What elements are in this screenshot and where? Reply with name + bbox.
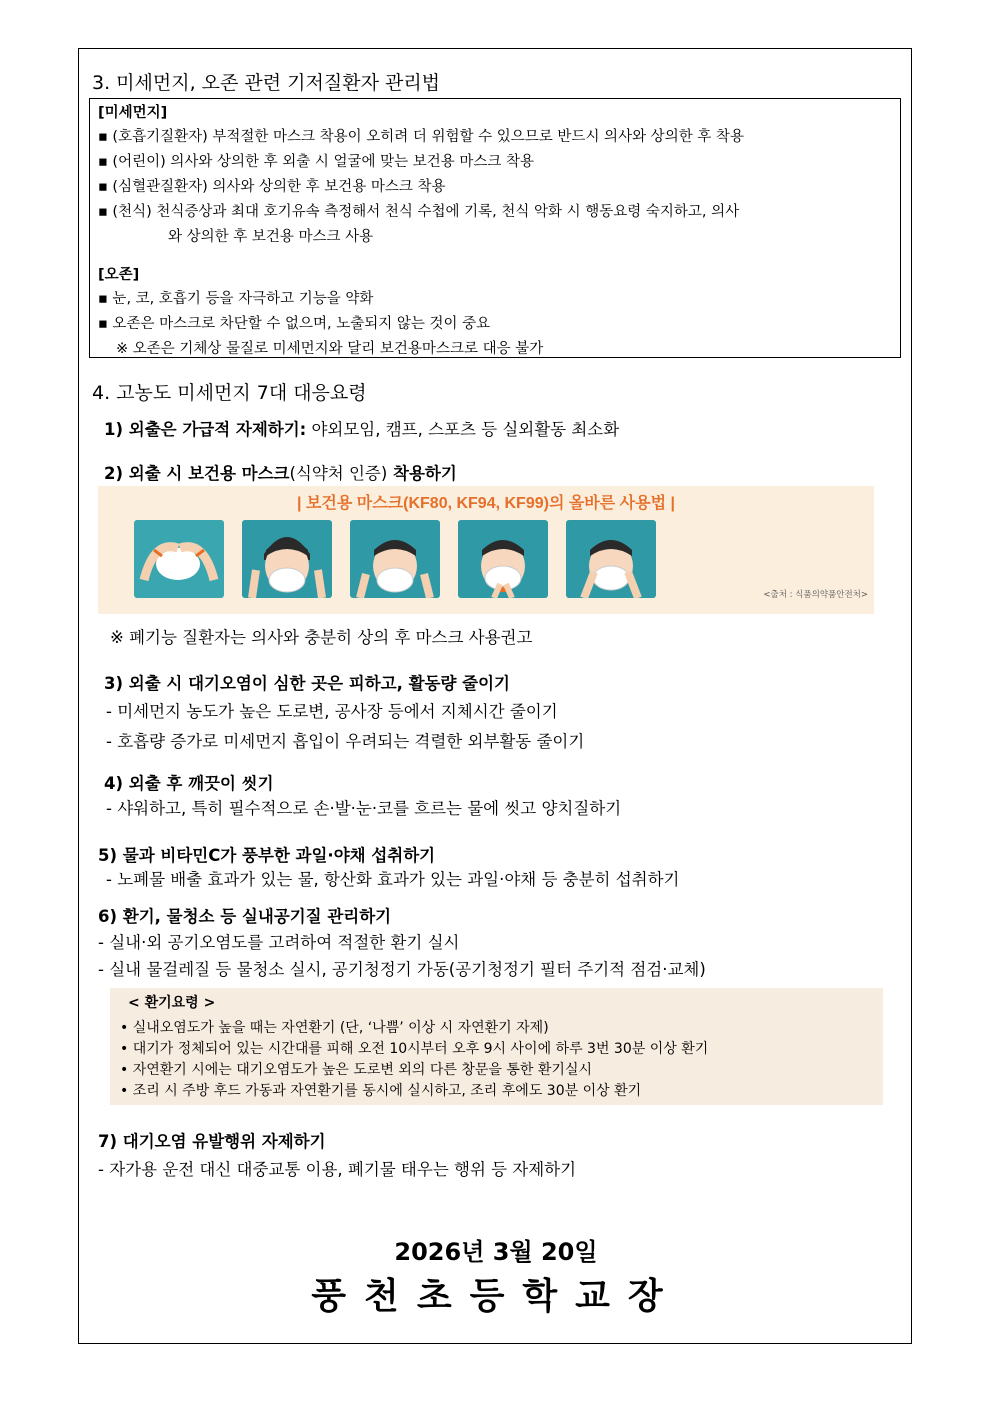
ventilation-item: • 대기가 정체되어 있는 시간대를 피해 오전 10시부터 오후 9시 사이에 하루 3번 30분 이상 환기: [120, 1041, 709, 1057]
step-2-title: 2) 외출 시 보건용 마스크: [104, 464, 290, 483]
condition-box: [89, 98, 901, 358]
dust-heading: [미세먼지]: [98, 105, 168, 121]
ozone-heading: [오존]: [98, 267, 140, 283]
step-6-title: 6) 환기, 물청소 등 실내공기질 관리하기: [98, 907, 392, 926]
step-3-item: - 미세먼지 농도가 높은 도로변, 공사장 등에서 지체시간 줄이기: [106, 702, 558, 721]
step-2-tail: 착용하기: [387, 464, 457, 483]
dust-item: ▪ (호흡기질환자) 부적절한 마스크 착용이 오히려 더 위험할 수 있으므로 반드시 의사와 상의한 후 착용: [98, 129, 744, 145]
ozone-item: ▪ 눈, 코, 호흡기 등을 자극하고 기능을 약화: [98, 291, 374, 307]
step-7-item: - 자가용 운전 대신 대중교통 이용, 폐기물 태우는 행위 등 자제하기: [98, 1160, 577, 1179]
dust-item: ▪ (심혈관질환자) 의사와 상의한 후 보건용 마스크 착용: [98, 179, 446, 195]
mask-image-title: | 보건용 마스크(KF80, KF94, KF99)의 올바른 사용법 |: [297, 495, 675, 512]
section-4-title: 4. 고농도 미세먼지 7대 대응요령: [92, 382, 367, 404]
step-6-item: - 실내·외 공기오염도를 고려하여 적절한 환기 실시: [98, 933, 460, 952]
document-date: 2026년 3월 20일: [394, 1238, 598, 1266]
ventilation-item: • 실내오염도가 높을 때는 자연환기 (단, ‘나쁨’ 이상 시 자연환기 자제): [120, 1020, 549, 1036]
step-7-title: 7) 대기오염 유발행위 자제하기: [98, 1132, 326, 1151]
mask-step-5-illustration: [566, 520, 656, 598]
dust-item: ▪ (천식) 천식증상과 최대 호기유속 측정해서 천식 수첩에 기록, 천식 악화 시 행동요령 숙지하고, 의사: [98, 204, 740, 220]
mask-step-2-illustration: [242, 520, 332, 598]
step-4-title: 4) 외출 후 깨끗이 씻기: [104, 774, 274, 793]
ozone-note: ※ 오존은 기체상 물질로 미세먼지와 달리 보건용마스크로 대응 불가: [116, 341, 544, 357]
step-1-title: 1) 외출은 가급적 자제하기:: [104, 420, 307, 439]
step-5-title: 5) 물과 비타민C가 풍부한 과일·야채 섭취하기: [98, 846, 436, 865]
dust-item: ▪ (어린이) 의사와 상의한 후 외출 시 얼굴에 맞는 보건용 마스크 착용: [98, 154, 535, 170]
ventilation-item: • 조리 시 주방 후드 가동과 자연환기를 동시에 실시하고, 조리 후에도 30분 이상 환기: [120, 1083, 642, 1099]
section-3-title: 3. 미세먼지, 오존 관련 기저질환자 관리법: [92, 72, 441, 94]
dust-item-continued: 와 상의한 후 보건용 마스크 사용: [168, 229, 374, 245]
step-3-item: - 호흡량 증가로 미세먼지 흡입이 우려되는 격렬한 외부활동 줄이기: [106, 732, 585, 751]
ventilation-item: • 자연환기 시에는 대기오염도가 높은 도로변 외의 다른 창문을 통한 환기실시: [120, 1062, 593, 1078]
ozone-item: ▪ 오존은 마스크로 차단할 수 없으며, 노출되지 않는 것이 중요: [98, 316, 491, 332]
step-5-item: - 노폐물 배출 효과가 있는 물, 항산화 효과가 있는 과일·야채 등 충분히 섭취하기: [106, 870, 680, 889]
step-2-note: ※ 폐기능 질환자는 의사와 충분히 상의 후 마스크 사용권고: [110, 628, 533, 647]
step-3-title: 3) 외출 시 대기오염이 심한 곳은 피하고, 활동량 줄이기: [104, 674, 510, 693]
step-2: [104, 460, 457, 484]
ventilation-tips-box: [110, 988, 883, 1105]
step-6-item: - 실내 물걸레질 등 물청소 실시, 공기청정기 가동(공기청정기 필터 주기적 점검·교체): [98, 960, 706, 979]
step-1: [104, 416, 619, 440]
image-source: <출처 : 식품의약품안전처>: [763, 590, 868, 600]
mask-step-3-illustration: [350, 520, 440, 598]
mask-step-4-illustration: [458, 520, 548, 598]
ventilation-heading: < 환기요령 >: [128, 995, 216, 1011]
step-4-item: - 샤워하고, 특히 필수적으로 손·발·눈·코를 흐르는 물에 씻고 양치질하기: [106, 799, 622, 818]
mask-step-1-illustration: [134, 520, 224, 598]
step-1-text: 야외모임, 캠프, 스포츠 등 실외활동 최소화: [306, 420, 620, 439]
mask-usage-image: [98, 486, 874, 614]
step-2-paren: (식약처 인증): [289, 464, 388, 483]
school-principal-signature: 풍천초등학교장: [311, 1276, 681, 1317]
